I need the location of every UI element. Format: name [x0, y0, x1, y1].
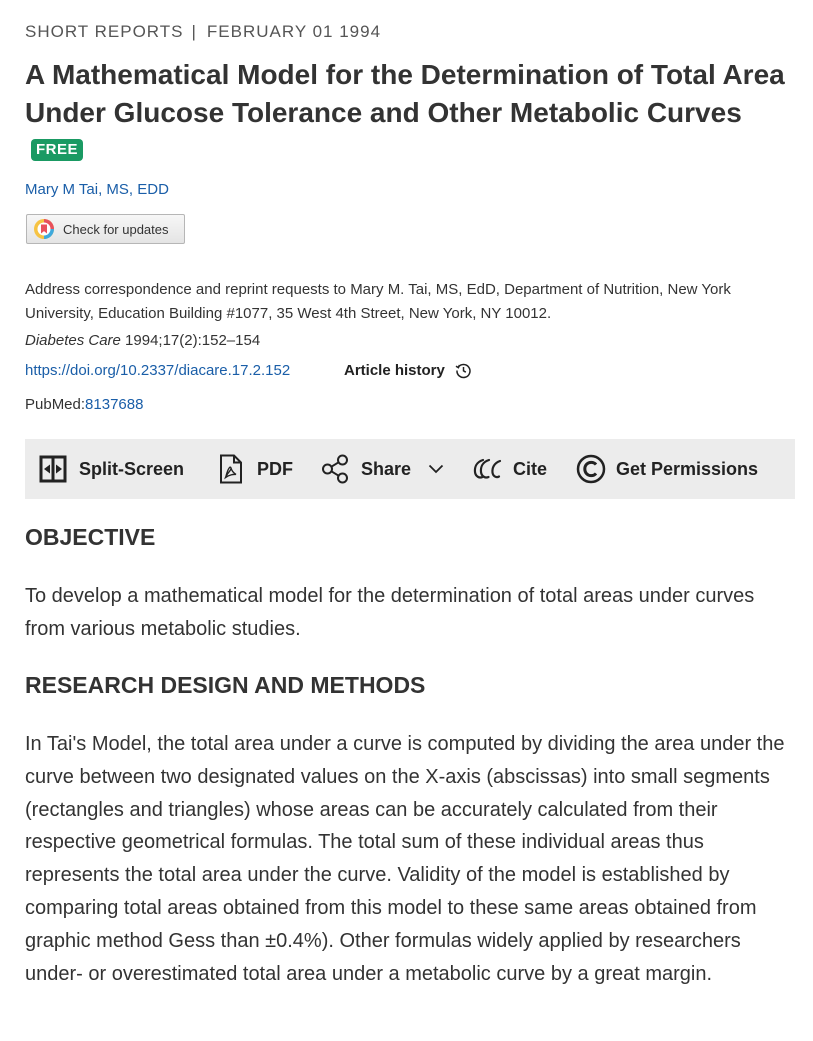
objective-text: To develop a mathematical model for the determination of total areas under curves from various metabolic studies.: [25, 585, 755, 640]
clock-icon: [455, 362, 472, 379]
split-screen-label: Split-Screen: [79, 458, 185, 479]
pdf-file-icon: [219, 454, 243, 484]
get-permissions-button[interactable]: [576, 439, 758, 499]
check-for-updates-button[interactable]: [26, 214, 185, 244]
article-title-text: A Mathematical Model for the Determination of Total Area Under Glucose Tolerance and Other Metabolic Curves: [25, 59, 785, 128]
pubmed-line: [25, 396, 143, 413]
methods-text: In Tai's Model, the total area under a curve is computed by dividing the area under the curve between two designated values on the X-axis (abscissas) into small segments (rectangles and triangles) whose areas can be accurately calculated from their respective geometrical formulas. The total sum of these individual areas thus represents the total area under the curve. Validity of the model is established by comparing total areas obtained from this model to these same areas obtained from graphic method Gess than ±0.4%). Other formulas widely applied by researchers under- or overestimated total area under a metabolic curve by a great margin.: [25, 733, 785, 985]
free-badge: FREE: [31, 139, 83, 161]
share-button[interactable]: [321, 439, 444, 499]
pdf-label: PDF: [257, 458, 293, 479]
article-history-label: Article history: [344, 362, 445, 379]
doi-link[interactable]: https://doi.org/10.2337/diacare.17.2.152: [25, 362, 291, 379]
correspondence-address: Address correspondence and reprint requests to Mary M. Tai, MS, EdD, Department of Nutrition, New York University, Education Building #1077, 35 West 4th Street, New York, NY 10012.: [25, 281, 731, 322]
article-toolbar: [25, 439, 795, 499]
pubmed-link[interactable]: 8137688: [85, 396, 144, 413]
share-icon: [321, 454, 351, 484]
objective-heading: OBJECTIVE: [25, 524, 156, 550]
article-title: [25, 56, 795, 170]
methods-heading: RESEARCH DESIGN AND METHODS: [25, 672, 426, 698]
journal-name: Diabetes Care: [25, 332, 121, 349]
split-screen-icon: [39, 455, 67, 483]
citation-details: 1994;17(2):152–154: [120, 332, 261, 349]
cite-button[interactable]: [473, 439, 547, 499]
chevron-down-icon[interactable]: [428, 464, 444, 474]
article-date: FEBRUARY 01 1994: [206, 22, 382, 41]
share-label: Share: [361, 458, 412, 479]
author-link[interactable]: Mary M Tai, MS, EDD: [25, 181, 169, 198]
journal-citation: [25, 332, 260, 349]
crossmark-icon: [33, 218, 55, 240]
get-permissions-label: Get Permissions: [616, 458, 759, 479]
doi-row: [25, 362, 795, 384]
check-for-updates-label: Check for updates: [63, 221, 169, 237]
cite-label: Cite: [513, 458, 548, 479]
quote-icon: [473, 457, 503, 481]
article-history-button[interactable]: [344, 362, 472, 379]
pdf-button[interactable]: [219, 439, 293, 499]
article-meta-line: [25, 22, 381, 42]
pubmed-label: PubMed:: [25, 396, 86, 413]
meta-separator: |: [191, 22, 197, 41]
article-section[interactable]: SHORT REPORTS: [25, 22, 184, 41]
copyright-icon: [576, 454, 606, 484]
split-screen-button[interactable]: [39, 439, 184, 499]
